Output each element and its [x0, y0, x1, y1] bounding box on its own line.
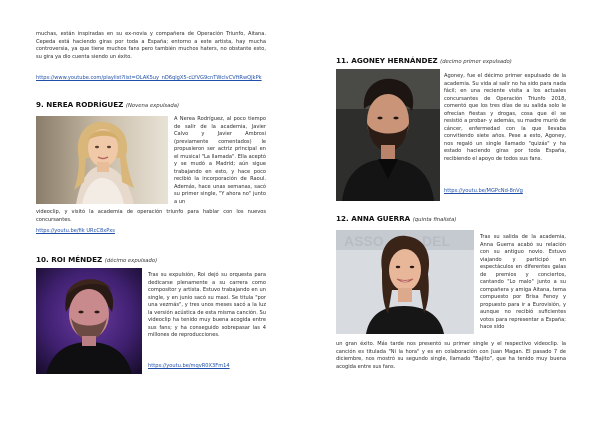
section-heading-anna — [336, 214, 456, 223]
section-name: ROI MÉNDEZ — [51, 255, 103, 264]
agoney-text: Agoney, fue el décimo primer expulsado de la academia. Su vida al salir no ha sido para nada fácil; en una reciente visita a los actuales concursantes de Operación Triunfo 2018, comentó que los tres días de su salida solo le ofrecían fiestas y drogas, cosa que él se resistió a probar- y además, su madre murió de cáncer, enfermedad con la que llevaba convitiendo siete años. Pese a esto, Agoney, nos regaló un single llamado "quizás" y ha estado haciendo giras por toda España, recibiendo el apoyo de todos sus fans. — [444, 73, 566, 162]
anna-full-text: un gran éxito. Más tarde nos presentó su primer single y el respectivo videoclip. la canción es titulada "Ni la hora" y es en colaboración con Juan Magan. El pasado 7 de diciembre, nos mostró su segundo single, llamado "Bajito", que ha tenido muy buena acogida entre sus fans. — [336, 341, 566, 370]
section-number: 12. — [336, 214, 349, 223]
section-heading-agoney — [336, 56, 512, 65]
section-number: 10. — [36, 255, 49, 264]
svg-text:ASSO: ASSO — [344, 233, 384, 249]
section-subtitle: (décimo expulsado) — [104, 258, 158, 264]
roi-link[interactable]: https://youtu.be/mqvR0X3Fm14 — [148, 363, 230, 369]
section-subtitle: (decimo primer expulsado) — [440, 59, 512, 65]
section-heading-roi — [36, 255, 157, 264]
section-name: NEREA RODRÍGUEZ — [46, 100, 124, 109]
section-heading-nerea — [36, 100, 179, 109]
intro-paragraph: muchas, están inspiradas en su ex-novia y compañera de Operación Triunfo, Aitana. Cepeda está haciendo giras por toda a España; entorno a este artista, hay mucha controversia, ya que tiene muchos fans pero también muchos haters, no obstante esto, su gira ya dio cuenta siendo un éxito. — [36, 31, 266, 60]
section-subtitle: (quinta finalista) — [412, 217, 457, 223]
agoney-link[interactable]: https://youtu.be/MGPcNd-8nVg — [444, 188, 523, 194]
anna-side-text: Tras su salida de la academia, Anna Guerra acabó su relación con su antiguo novio. Estuvo viajando y participó en espectáculos en diferentes galas de premios y conciertos, cantando "Lo malo" junto a su compañera y amiga Aitana, tema compuesto por Brisa Fenoy y propuesto para ir a Eurovisión, y aunque no recibió suficientes votos para representar a España; hace sido — [480, 234, 566, 330]
section-name: AGONEY HERNÁNDEZ — [351, 56, 438, 65]
section-name: ANNA GUERRA — [351, 214, 411, 223]
section-number: 11. — [336, 56, 349, 65]
section-number: 9. — [36, 100, 44, 109]
roi-photo — [36, 268, 142, 374]
nerea-photo — [36, 116, 168, 204]
section-subtitle: (Novena expulsada) — [125, 103, 180, 109]
playlist-link[interactable]: https://www.youtube.com/playlist?list=OLAK5uy_nD6qlgX5-cLYVG9cnTWcIvCVftRwQJkPk — [36, 75, 262, 81]
nerea-side-text: A Nerea Rodríguez, al poco tiempo de salir de la academia, Javier Calvo y Javier Ambrosi (previamente comentados) le propusieron ser actriz principal en el musical "La llamada". Ella aceptó y se mudó a Madrid; aún sigue trabajando en esto, y hace poco recibió la incorporación de Raoul. Además, hace unas semanas, sacó su primer single, "Y ahora no" junto a un — [174, 116, 266, 205]
svg-text:DEL: DEL — [422, 233, 450, 249]
roi-text: Tras su expulsión, Roi dejó su orquesta para dedicarse plenamente a su carrera como compositor y artista. Estuvo trabajando en un single, y en junio sacó su maxi. Se titula "por una vezmás", y tres unos meses sacó a la luz la versión acústica de esta misma canción. Su videoclip ha tenido muy buena acogida entre sus fans; y ha conseguido sobrepasar las 4 millones de reproducciones. — [148, 272, 266, 338]
nerea-full-text: videoclip, y visitó la academia de operación triunfo para hablar con los nuevos concursantes. — [36, 209, 266, 223]
anna-photo — [336, 230, 474, 334]
agoney-photo — [336, 69, 440, 201]
nerea-link[interactable]: https://youtu.be/fik URcC8xPxs — [36, 228, 115, 234]
